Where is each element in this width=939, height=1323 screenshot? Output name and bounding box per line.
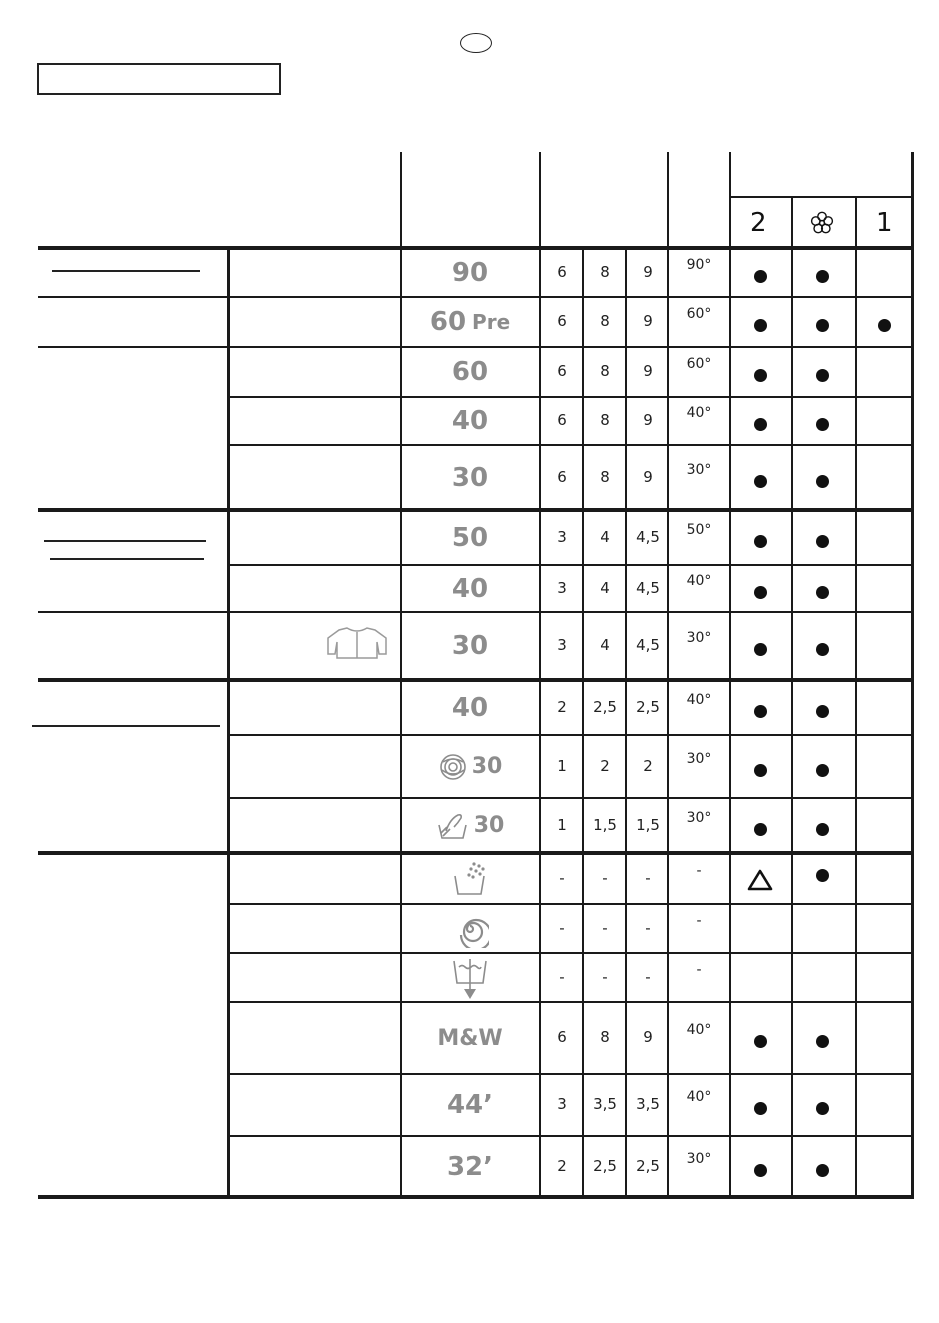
col-rule bbox=[855, 196, 857, 1197]
capacity-c2: 8 bbox=[600, 411, 610, 429]
temperature: - bbox=[696, 961, 702, 978]
capacity-c3: 9 bbox=[643, 312, 653, 330]
program-label bbox=[402, 253, 538, 293]
capacity-c3: 4,5 bbox=[636, 636, 660, 654]
temperature: 40° bbox=[686, 1089, 712, 1105]
drain-icon bbox=[450, 955, 490, 1001]
capacity-c3: - bbox=[645, 918, 651, 937]
softener-dot bbox=[816, 319, 829, 332]
capacity-c3: 9 bbox=[643, 1028, 653, 1046]
spin-icon bbox=[451, 910, 489, 948]
capacity-c1: 3 bbox=[557, 1095, 567, 1113]
category-underline bbox=[44, 540, 206, 542]
program-label bbox=[402, 1147, 538, 1187]
program-text: 40 bbox=[451, 406, 489, 436]
temperature: 30° bbox=[686, 1150, 712, 1167]
row-rule bbox=[38, 678, 913, 682]
capacity-c2: 4 bbox=[600, 527, 610, 546]
flower-icon bbox=[808, 209, 836, 237]
col-rule bbox=[539, 152, 541, 1197]
program-text: 60 bbox=[451, 357, 489, 387]
detergent-2-dot bbox=[754, 270, 767, 283]
capacity-c3: 3,5 bbox=[636, 1095, 660, 1113]
detergent-2-dot bbox=[754, 535, 767, 548]
capacity-c1: 6 bbox=[557, 362, 567, 380]
row-rule bbox=[38, 611, 913, 613]
program-label bbox=[402, 859, 538, 899]
softener-dot bbox=[816, 1035, 829, 1048]
capacity-c3: - bbox=[645, 868, 651, 887]
capacity-c1: 3 bbox=[557, 527, 567, 546]
temperature: 40° bbox=[686, 572, 712, 589]
detergent-2-dot bbox=[754, 1035, 767, 1048]
language-badge bbox=[460, 33, 492, 53]
rinse-icon bbox=[452, 860, 488, 898]
capacity-c1: 2 bbox=[557, 697, 567, 716]
row-rule bbox=[38, 296, 913, 298]
category-underline bbox=[52, 270, 200, 272]
softener-dot bbox=[816, 418, 829, 431]
capacity-c3: - bbox=[645, 967, 651, 986]
capacity-c3: 2,5 bbox=[636, 697, 660, 716]
title-box bbox=[37, 63, 281, 95]
capacity-c1: 1 bbox=[557, 815, 567, 834]
program-text: 44’ bbox=[446, 1090, 494, 1120]
col-rule bbox=[625, 248, 627, 1197]
program-label bbox=[402, 626, 538, 666]
capacity-c2: 8 bbox=[600, 1028, 610, 1046]
temperature: 30° bbox=[686, 809, 712, 826]
capacity-c3: 1,5 bbox=[636, 815, 660, 834]
row-rule bbox=[228, 797, 913, 799]
softener-dot bbox=[816, 764, 829, 777]
capacity-c2: - bbox=[602, 868, 608, 887]
row-rule bbox=[228, 396, 913, 398]
row-rule bbox=[228, 564, 913, 566]
capacity-c2: 2 bbox=[600, 756, 610, 775]
program-label bbox=[402, 806, 538, 846]
detergent-2-dot bbox=[754, 823, 767, 836]
capacity-c2: - bbox=[602, 918, 608, 937]
temperature: 40° bbox=[686, 405, 712, 421]
capacity-c1: 6 bbox=[557, 1028, 567, 1046]
capacity-c3: 9 bbox=[643, 411, 653, 429]
program-label bbox=[402, 688, 538, 728]
capacity-c3: 9 bbox=[643, 262, 653, 281]
capacity-c1: 6 bbox=[557, 411, 567, 429]
program-label bbox=[402, 569, 538, 609]
softener-dot bbox=[816, 1102, 829, 1115]
row-rule bbox=[228, 952, 913, 954]
detergent-2-dot bbox=[754, 705, 767, 718]
softener-dot bbox=[816, 643, 829, 656]
detergent-2-dot bbox=[754, 764, 767, 777]
capacity-c2: 2,5 bbox=[593, 1156, 617, 1175]
program-text: 30 bbox=[473, 813, 505, 838]
temperature: - bbox=[696, 862, 702, 879]
category-underline bbox=[32, 725, 220, 727]
compartment-1-label: 1 bbox=[876, 208, 893, 238]
program-text: 90 bbox=[451, 257, 489, 288]
row-rule bbox=[228, 1001, 913, 1003]
col-rule bbox=[791, 196, 793, 1197]
program-label bbox=[402, 302, 538, 342]
program-text: 32’ bbox=[446, 1151, 494, 1182]
row-rule bbox=[38, 246, 913, 250]
capacity-c3: 9 bbox=[643, 362, 653, 380]
temperature: 30° bbox=[686, 750, 712, 767]
capacity-c1: 2 bbox=[557, 1156, 567, 1175]
row-rule bbox=[228, 1073, 913, 1075]
capacity-c2: 3,5 bbox=[593, 1095, 617, 1113]
capacity-c1: - bbox=[559, 967, 565, 986]
softener-dot bbox=[816, 475, 829, 488]
program-text: 50 bbox=[451, 522, 489, 553]
row-rule bbox=[228, 444, 913, 446]
program-label bbox=[402, 1018, 538, 1058]
col-rule bbox=[911, 152, 914, 1199]
temperature: 40° bbox=[686, 691, 712, 708]
capacity-c3: 2 bbox=[643, 756, 653, 775]
row-rule bbox=[38, 1195, 913, 1199]
capacity-c2: 8 bbox=[600, 312, 610, 330]
program-text: 30 bbox=[451, 631, 489, 661]
program-text: 30 bbox=[471, 754, 503, 779]
temperature: 60° bbox=[686, 306, 712, 322]
capacity-c1: 6 bbox=[557, 467, 567, 486]
program-label bbox=[402, 958, 538, 998]
row-rule bbox=[228, 903, 913, 905]
capacity-c3: 9 bbox=[643, 467, 653, 486]
softener-dot bbox=[816, 586, 829, 599]
detergent-2-dot bbox=[754, 418, 767, 431]
row-rule bbox=[228, 1135, 913, 1137]
col-rule bbox=[582, 248, 584, 1197]
detergent-2-dot bbox=[754, 1102, 767, 1115]
temperature: 30° bbox=[686, 630, 712, 646]
capacity-c1: - bbox=[559, 868, 565, 887]
program-label bbox=[402, 909, 538, 949]
capacity-c2: 1,5 bbox=[593, 815, 617, 834]
program-label bbox=[402, 458, 538, 498]
temperature: 30° bbox=[686, 461, 712, 478]
softener-dot bbox=[816, 535, 829, 548]
capacity-c1: 1 bbox=[557, 756, 567, 775]
temperature: 40° bbox=[686, 1022, 712, 1038]
detergent-1-dot bbox=[878, 319, 891, 332]
capacity-c2: 4 bbox=[600, 636, 610, 654]
program-text: 30 bbox=[451, 462, 489, 493]
program-label bbox=[402, 1085, 538, 1125]
program-text: M&W bbox=[437, 1025, 503, 1051]
temperature: 90° bbox=[686, 256, 712, 273]
capacity-c2: 2,5 bbox=[593, 697, 617, 716]
capacity-c2: - bbox=[602, 967, 608, 986]
row-rule bbox=[38, 346, 913, 348]
program-text: 60 bbox=[429, 307, 467, 337]
capacity-c3: 4,5 bbox=[636, 578, 660, 597]
softener-dot bbox=[816, 270, 829, 283]
program-text: 40 bbox=[451, 692, 489, 723]
capacity-c1: 6 bbox=[557, 312, 567, 330]
temperature: 60° bbox=[686, 356, 712, 372]
row-rule bbox=[228, 734, 913, 736]
col-rule bbox=[227, 248, 230, 1197]
temperature: - bbox=[696, 912, 702, 929]
program-label bbox=[402, 518, 538, 558]
program-label bbox=[402, 401, 538, 441]
capacity-c2: 8 bbox=[600, 262, 610, 281]
triangle-icon bbox=[747, 869, 773, 891]
wool-icon bbox=[438, 752, 468, 782]
detergent-2-dot bbox=[754, 475, 767, 488]
header-rule bbox=[730, 196, 913, 198]
program-text: 40 bbox=[451, 573, 489, 604]
softener-dot bbox=[816, 369, 829, 382]
detergent-2-dot bbox=[754, 643, 767, 656]
capacity-c2: 4 bbox=[600, 578, 610, 597]
program-label bbox=[402, 747, 538, 787]
row-rule bbox=[38, 851, 913, 855]
category-underline bbox=[50, 558, 204, 560]
row-rule bbox=[38, 508, 913, 512]
capacity-c1: 6 bbox=[557, 262, 567, 281]
capacity-c3: 4,5 bbox=[636, 527, 660, 546]
capacity-c1: 3 bbox=[557, 578, 567, 597]
program-suffix: Pre bbox=[472, 310, 511, 334]
capacity-c3: 2,5 bbox=[636, 1156, 660, 1175]
col-rule bbox=[729, 152, 731, 1197]
softener-dot bbox=[816, 869, 829, 882]
softener-dot bbox=[816, 705, 829, 718]
program-label bbox=[402, 352, 538, 392]
softener-dot bbox=[816, 823, 829, 836]
shirt-icon bbox=[325, 624, 389, 664]
capacity-c2: 8 bbox=[600, 467, 610, 486]
detergent-2-dot bbox=[754, 586, 767, 599]
detergent-2-dot bbox=[754, 369, 767, 382]
hand-wash-icon bbox=[436, 811, 470, 841]
compartment-2-label: 2 bbox=[750, 208, 767, 238]
detergent-2-dot bbox=[754, 1164, 767, 1177]
capacity-c2: 8 bbox=[600, 362, 610, 380]
capacity-c1: 3 bbox=[557, 636, 567, 654]
detergent-2-dot bbox=[754, 319, 767, 332]
capacity-c1: - bbox=[559, 918, 565, 937]
softener-dot bbox=[816, 1164, 829, 1177]
temperature: 50° bbox=[686, 521, 712, 538]
